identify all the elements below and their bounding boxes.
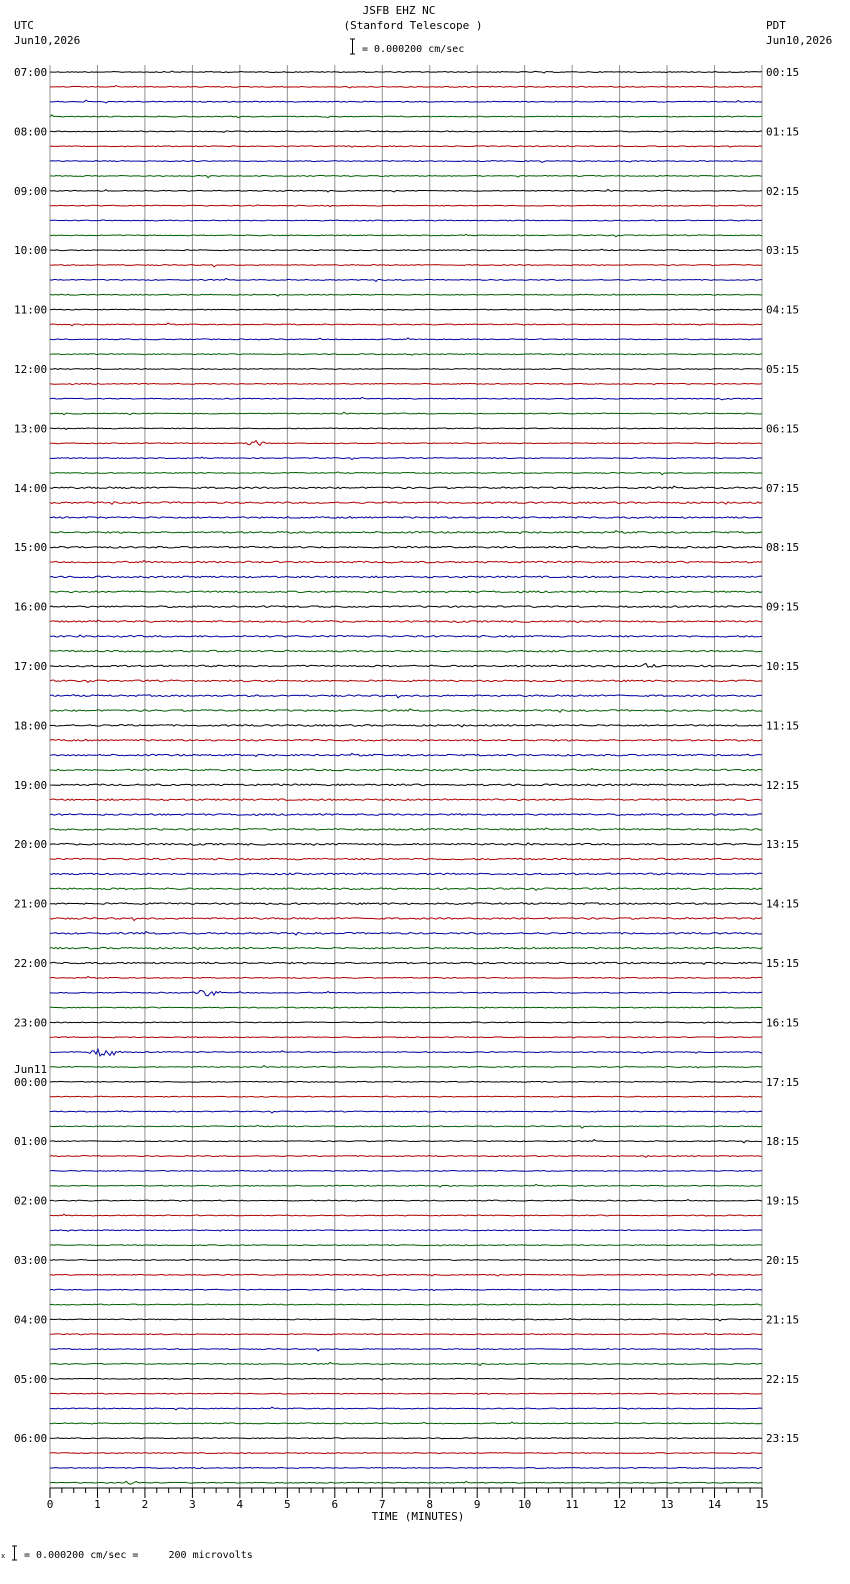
trace-49	[50, 799, 762, 801]
hour-label-left: 21:00	[14, 897, 48, 911]
x-tick-label: 13	[660, 1498, 674, 1511]
hour-label-left: 20:00	[14, 838, 48, 852]
hour-label-right: 02:15	[766, 184, 800, 198]
trace-48	[50, 784, 762, 786]
trace-45	[50, 739, 762, 741]
trace-26	[50, 457, 762, 459]
trace-32	[50, 546, 762, 548]
trace-23	[50, 412, 762, 415]
right-date-label: Jun10,2026	[766, 34, 833, 47]
trace-58	[50, 932, 762, 935]
trace-44	[50, 725, 762, 727]
hour-label-right: 19:15	[766, 1194, 800, 1208]
trace-71	[50, 1125, 762, 1128]
trace-80	[50, 1259, 762, 1261]
trace-60	[50, 962, 762, 964]
trace-93	[50, 1453, 762, 1454]
trace-18	[50, 338, 762, 340]
trace-59	[50, 947, 762, 949]
x-tick-label: 10	[518, 1498, 532, 1511]
trace-5	[50, 146, 762, 147]
trace-16	[50, 309, 762, 310]
x-tick-label: 8	[426, 1498, 434, 1511]
hour-label-left: 16:00	[14, 600, 48, 614]
hour-label-left: 10:00	[14, 244, 48, 258]
trace-6	[50, 161, 762, 163]
trace-15	[50, 294, 762, 296]
trace-39	[50, 650, 762, 652]
trace-76	[50, 1200, 762, 1202]
trace-8	[50, 189, 762, 192]
trace-9	[50, 205, 762, 207]
x-tick-label: 0	[46, 1498, 54, 1511]
trace-12	[50, 249, 762, 251]
left-date-label: Jun10,2026	[14, 34, 81, 47]
trace-81	[50, 1273, 762, 1276]
hour-label-right: 16:15	[766, 1016, 800, 1030]
trace-52	[50, 843, 762, 846]
hour-label-right: 04:15	[766, 303, 800, 317]
hour-label-right: 06:15	[766, 422, 800, 436]
trace-95	[50, 1481, 762, 1484]
trace-72	[50, 1140, 762, 1143]
trace-75	[50, 1184, 762, 1187]
hour-label-right: 20:15	[766, 1254, 800, 1267]
trace-2	[50, 100, 762, 103]
x-tick-label: 4	[236, 1498, 244, 1511]
trace-86	[50, 1348, 762, 1350]
trace-25	[50, 441, 762, 446]
trace-24	[50, 428, 762, 429]
trace-73	[50, 1156, 762, 1158]
hour-label-left: 22:00	[14, 957, 48, 970]
trace-70	[50, 1111, 762, 1113]
hour-label-left: 18:00	[14, 719, 48, 733]
hour-label-left: 04:00	[14, 1313, 48, 1327]
x-tick-label: 5	[284, 1498, 291, 1511]
trace-28	[50, 486, 762, 488]
hour-label-right: 17:15	[766, 1075, 800, 1089]
trace-14	[50, 278, 762, 281]
footer-scale-text: = 0.000200 cm/sec = 200 microvolts	[24, 1550, 253, 1561]
hour-label-right: 13:15	[766, 838, 800, 852]
trace-85	[50, 1333, 762, 1335]
hour-label-right: 03:15	[766, 244, 800, 258]
x-tick-label: 11	[565, 1498, 579, 1511]
trace-27	[50, 472, 762, 475]
trace-47	[50, 768, 762, 770]
trace-43	[50, 709, 762, 712]
trace-74	[50, 1170, 762, 1171]
trace-50	[50, 814, 762, 816]
trace-4	[50, 131, 762, 133]
x-axis-label: TIME (MINUTES)	[371, 1510, 465, 1523]
title-station: JSFB EHZ NC	[362, 4, 436, 17]
trace-89	[50, 1393, 762, 1394]
trace-55	[50, 888, 762, 890]
hour-label-right: 07:15	[766, 481, 800, 495]
trace-88	[50, 1378, 762, 1380]
trace-1	[50, 86, 762, 88]
hour-label-left: 11:00	[14, 303, 48, 317]
trace-77	[50, 1214, 762, 1216]
x-tick-label: 7	[378, 1498, 386, 1511]
trace-90	[50, 1407, 762, 1410]
hour-label-left: 15:00	[14, 541, 48, 555]
x-tick-label: 12	[612, 1498, 627, 1511]
hour-label-left: 17:00	[14, 660, 48, 673]
left-timezone-label: UTC	[14, 19, 34, 32]
trace-67	[50, 1066, 762, 1068]
hour-label-right: 15:15	[766, 957, 800, 970]
hour-label-right: 01:15	[766, 125, 800, 139]
trace-46	[50, 753, 762, 756]
hour-label-right: 22:15	[766, 1372, 800, 1386]
trace-7	[50, 175, 762, 177]
trace-42	[50, 695, 762, 698]
trace-38	[50, 635, 762, 637]
right-timezone-label: PDT	[766, 19, 786, 32]
footer-scale-icon	[0, 1544, 20, 1562]
trace-65	[50, 1037, 762, 1038]
trace-40	[50, 663, 762, 667]
hour-label-right: 14:15	[766, 897, 800, 911]
day-change-label: Jun11	[14, 1062, 48, 1076]
hour-label-right: 05:15	[766, 363, 800, 376]
trace-37	[50, 620, 762, 623]
trace-66	[50, 1049, 762, 1056]
trace-13	[50, 264, 762, 267]
trace-94	[50, 1467, 762, 1468]
trace-29	[50, 502, 762, 505]
trace-3	[50, 115, 762, 118]
hour-label-left: 02:00	[14, 1194, 48, 1208]
trace-51	[50, 828, 762, 830]
trace-34	[50, 576, 762, 578]
trace-57	[50, 918, 762, 921]
hour-label-right: 09:15	[766, 600, 800, 614]
trace-19	[50, 354, 762, 355]
hour-label-left: 12:00	[14, 363, 48, 376]
hour-label-right: 00:15	[766, 66, 800, 79]
x-tick-label: 2	[141, 1498, 149, 1511]
trace-83	[50, 1304, 762, 1305]
trace-31	[50, 531, 762, 534]
hour-label-left: 14:00	[14, 481, 48, 495]
x-tick-label: 9	[473, 1498, 481, 1511]
hour-label-right: 18:15	[766, 1135, 800, 1149]
hour-label-left: 05:00	[14, 1372, 48, 1386]
trace-53	[50, 858, 762, 860]
x-tick-label: 1	[94, 1498, 101, 1511]
hour-label-right: 21:15	[766, 1313, 800, 1327]
trace-41	[50, 680, 762, 682]
trace-17	[50, 323, 762, 326]
trace-78	[50, 1230, 762, 1231]
trace-91	[50, 1422, 762, 1424]
title-site: (Stanford Telescope )	[343, 19, 483, 32]
trace-82	[50, 1289, 762, 1291]
trace-20	[50, 369, 762, 370]
trace-21	[50, 383, 762, 384]
trace-68	[50, 1081, 762, 1082]
trace-33	[50, 560, 762, 562]
trace-22	[50, 397, 762, 399]
trace-36	[50, 606, 762, 608]
trace-84	[50, 1318, 762, 1320]
hour-label-right: 23:15	[766, 1432, 800, 1446]
hour-label-left: 13:00	[14, 422, 48, 436]
scale-text: = 0.000200 cm/sec	[362, 44, 465, 55]
trace-87	[50, 1362, 762, 1365]
x-tick-label: 15	[755, 1498, 769, 1511]
hour-label-left: 08:00	[14, 125, 48, 139]
x-tick-label: 6	[331, 1498, 339, 1511]
hour-label-left: 01:00	[14, 1135, 48, 1149]
hour-label-right: 11:15	[766, 719, 800, 733]
hour-label-left: 06:00	[14, 1432, 48, 1446]
trace-63	[50, 1007, 762, 1008]
trace-54	[50, 873, 762, 875]
trace-92	[50, 1438, 762, 1439]
trace-69	[50, 1096, 762, 1097]
hour-label-right: 08:15	[766, 541, 800, 555]
trace-11	[50, 234, 762, 236]
hour-label-left: 09:00	[14, 184, 48, 198]
hour-label-right: 12:15	[766, 778, 800, 792]
hour-label-left: 23:00	[14, 1016, 48, 1030]
hour-label-left: 07:00	[14, 66, 48, 79]
x-tick-label: 14	[707, 1498, 722, 1511]
trace-10	[50, 220, 762, 221]
trace-61	[50, 976, 762, 978]
hour-label-left: 19:00	[14, 778, 48, 792]
hour-label-left: 03:00	[14, 1254, 48, 1267]
trace-64	[50, 1022, 762, 1023]
x-tick-label: 3	[189, 1498, 196, 1511]
trace-62	[50, 991, 762, 996]
trace-35	[50, 591, 762, 593]
svg-text:x: x	[1, 1552, 6, 1560]
trace-30	[50, 516, 762, 518]
hour-label-right: 10:15	[766, 660, 800, 673]
hour-label-left: 00:00	[14, 1075, 48, 1089]
trace-79	[50, 1245, 762, 1246]
trace-0	[50, 71, 762, 73]
trace-56	[50, 903, 762, 905]
